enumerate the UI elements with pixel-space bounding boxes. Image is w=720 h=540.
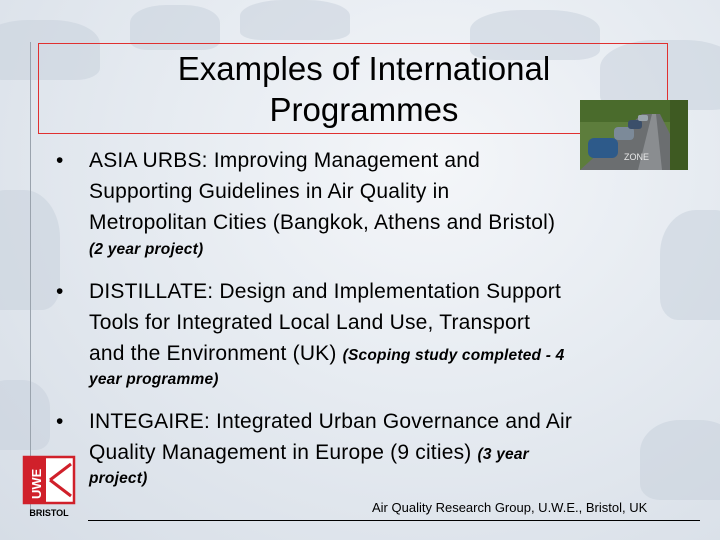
bullet-marker-3: • [56,410,64,433]
bullet-3-line-2: Quality Management in Europe (9 cities) [89,441,472,464]
title-line-1: Examples of International [177,50,551,87]
bullet-3-note-inline: (3 year [477,446,529,463]
bullet-marker-2: • [56,280,64,303]
svg-text:ZONE: ZONE [624,152,650,162]
bullet-3-line-1: INTEGAIRE: Integrated Urban Governance and Air [89,410,573,433]
svg-text:BRISTOL: BRISTOL [29,508,69,518]
bullet-2-note: year programme) [89,371,219,388]
uwe-bristol-logo [22,455,78,519]
bullet-2-line-3: and the Environment (UK) [89,342,337,365]
bullet-marker-1: • [56,149,64,172]
title-line-2: Programmes [269,91,459,128]
footer-credit: Air Quality Research Group, U.W.E., Bristol, UK [372,500,648,515]
bullet-1-line-3: Metropolitan Cities (Bangkok, Athens and Bristol) [89,211,556,234]
bullet-1-line-1: ASIA URBS: Improving Management and [89,149,481,172]
left-rule [30,42,31,512]
svg-text:UWE: UWE [29,468,44,499]
bullet-1-line-2: Supporting Guidelines in Air Quality in [89,180,450,203]
bullet-2-line-3-wrap [89,338,699,369]
bullet-2-note-inline: (Scoping study completed - 4 [342,347,565,364]
bullet-3-note: project) [89,470,148,487]
bullet-item-integaire [89,406,699,490]
bullet-item-distillate [89,276,699,391]
bullet-2-line-2: Tools for Integrated Local Land Use, Transport [89,311,531,334]
bullet-1-note: (2 year project) [89,241,204,258]
bullet-3-line-2-wrap [89,437,699,468]
bullet-item-asia-urbs [89,145,699,261]
footer-rule [88,520,700,521]
bullet-2-line-1: DISTILLATE: Design and Implementation Support [89,280,562,303]
